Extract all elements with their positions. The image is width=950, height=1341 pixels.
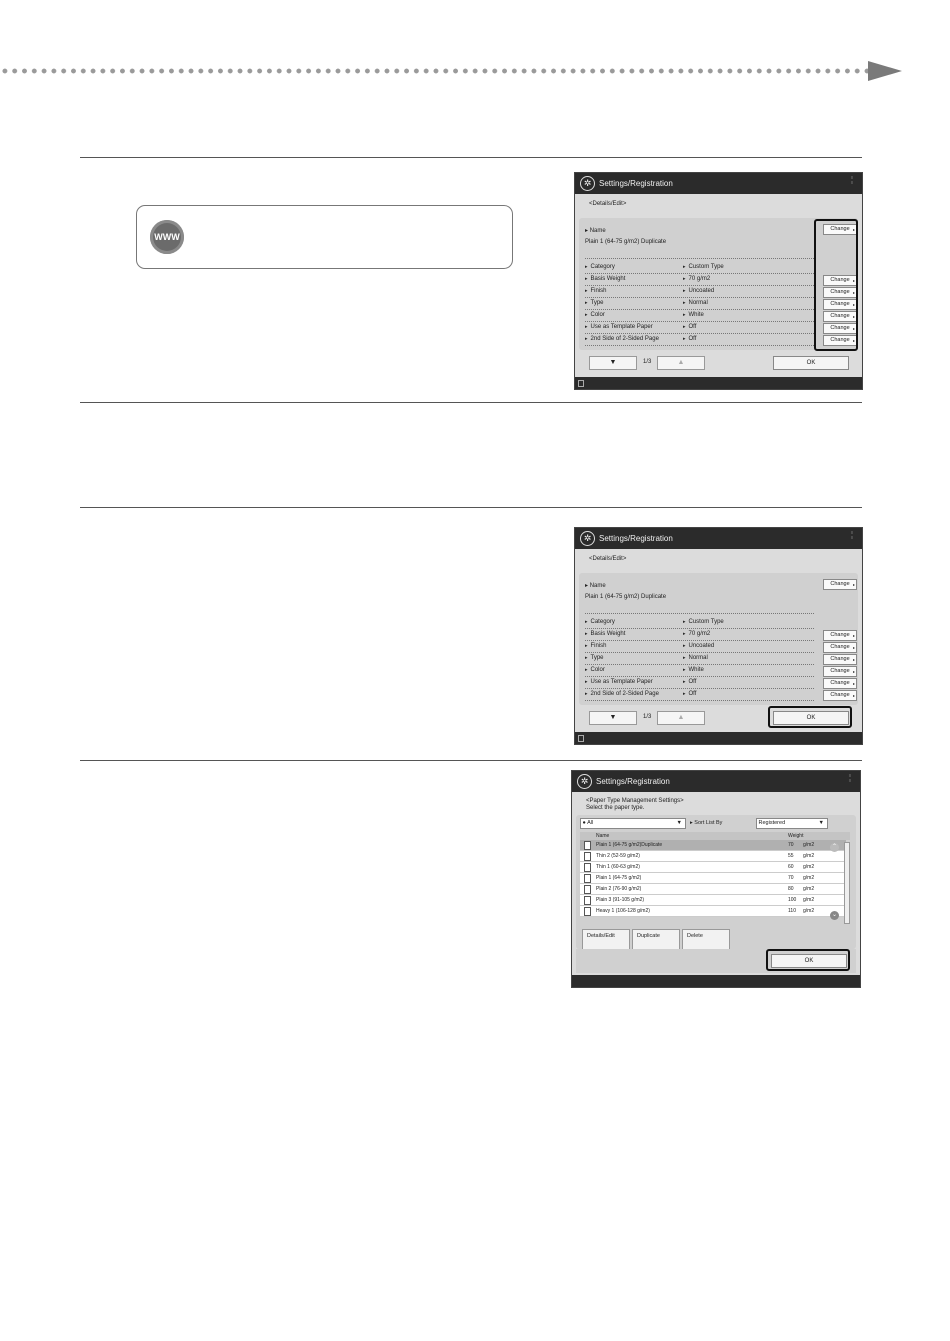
setting-label: ▸ Color bbox=[585, 312, 605, 318]
setting-row bbox=[585, 653, 814, 665]
status-bar bbox=[572, 975, 860, 987]
setting-row bbox=[585, 641, 814, 653]
paper-icon bbox=[584, 907, 591, 916]
paper-icon bbox=[584, 874, 591, 883]
section-divider bbox=[80, 157, 862, 158]
setting-value: ▸ Custom Type bbox=[683, 264, 724, 270]
settings-screen-change-highlight bbox=[574, 172, 863, 390]
change-button[interactable]: Change ▸ bbox=[823, 311, 857, 322]
scroll-down-icon[interactable]: ⌄ bbox=[831, 912, 838, 918]
setting-value: ▸ 70 g/m2 bbox=[683, 276, 710, 282]
setting-row bbox=[585, 322, 814, 334]
settings-logo-icon: ✲ bbox=[580, 531, 595, 546]
name-value: Plain 1 (64-75 g/m2) Duplicate bbox=[585, 239, 667, 245]
list-item[interactable] bbox=[580, 840, 846, 851]
setting-row bbox=[585, 286, 814, 298]
page-indicator: 1/3 bbox=[643, 714, 652, 720]
settings-logo-icon: ✲ bbox=[577, 774, 592, 789]
paper-weight: 55 bbox=[788, 853, 794, 859]
list-header bbox=[580, 832, 850, 840]
scrollbar[interactable] bbox=[844, 842, 850, 924]
paper-weight: 70 bbox=[788, 842, 794, 848]
change-button[interactable]: Change ▸ bbox=[823, 287, 857, 298]
setting-value: ▸ Off bbox=[683, 691, 696, 697]
delete-button[interactable]: Delete bbox=[682, 929, 730, 950]
screen-title: Settings/Registration bbox=[599, 534, 673, 543]
setting-value: ▸ Uncoated bbox=[683, 643, 714, 649]
setting-value: ▸ Normal bbox=[683, 655, 708, 661]
title-bar bbox=[575, 528, 862, 549]
paper-weight: 100 bbox=[788, 897, 797, 903]
paper-icon bbox=[584, 885, 591, 894]
setting-row bbox=[585, 298, 814, 310]
paper-icon bbox=[584, 896, 591, 905]
setting-row bbox=[585, 665, 814, 677]
page-down-button[interactable]: ▼ bbox=[589, 711, 637, 725]
setting-label: ▸ 2nd Side of 2-Sided Page bbox=[585, 691, 659, 697]
paper-name: Plain 1 (64-75 g/m2)Duplicate bbox=[596, 842, 663, 848]
setting-value: ▸ White bbox=[683, 667, 704, 673]
duplicate-button[interactable]: Duplicate bbox=[632, 929, 680, 950]
setting-label: ▸ Type bbox=[585, 300, 604, 306]
change-button[interactable]: Change ▸ bbox=[823, 323, 857, 334]
paper-type-management-screen bbox=[571, 770, 861, 988]
setting-label: ▸ Finish bbox=[585, 288, 607, 294]
menu-icon[interactable]: ≡ ≡ bbox=[848, 773, 852, 783]
scroll-up-icon[interactable]: ⌃ bbox=[831, 844, 838, 850]
paper-weight-unit: g/m2 bbox=[803, 897, 815, 903]
setting-value: ▸ Off bbox=[683, 324, 696, 330]
sort-dropdown[interactable]: Registered ▼ bbox=[756, 818, 828, 829]
instruction-text: Select the paper type. bbox=[586, 805, 645, 811]
setting-value: ▸ 70 g/m2 bbox=[683, 631, 710, 637]
lock-icon bbox=[578, 735, 584, 742]
screen-title: Settings/Registration bbox=[596, 777, 670, 786]
paper-name: Thin 2 (52-59 g/m2) bbox=[596, 853, 640, 859]
paper-weight: 80 bbox=[788, 886, 794, 892]
status-bar bbox=[575, 732, 862, 744]
paper-weight-unit: g/m2 bbox=[803, 875, 815, 881]
change-button[interactable]: Change ▸ bbox=[823, 678, 857, 689]
paper-type-header: <Paper Type Management Settings> bbox=[586, 798, 684, 804]
change-button[interactable]: Change ▸ bbox=[823, 299, 857, 310]
paper-name: Plain 1 (64-75 g/m2) bbox=[596, 875, 642, 881]
setting-label: ▸ Color bbox=[585, 667, 605, 673]
title-bar bbox=[572, 771, 860, 792]
name-label: ▸ Name bbox=[585, 228, 606, 234]
paper-name: Thin 1 (60-63 g/m2) bbox=[596, 864, 640, 870]
setting-row bbox=[585, 629, 814, 641]
change-button[interactable]: Change ▸ bbox=[823, 275, 857, 286]
page-indicator: 1/3 bbox=[643, 359, 652, 365]
paper-name: Plain 2 (76-90 g/m2) bbox=[596, 886, 642, 892]
paper-weight-unit: g/m2 bbox=[803, 853, 815, 859]
settings-screen-ok-highlight bbox=[574, 527, 863, 745]
setting-label: ▸ 2nd Side of 2-Sided Page bbox=[585, 336, 659, 342]
ok-button-highlight bbox=[768, 706, 852, 728]
ok-button-highlight bbox=[766, 949, 850, 971]
paper-weight-unit: g/m2 bbox=[803, 908, 815, 914]
paper-weight-unit: g/m2 bbox=[803, 886, 815, 892]
list-item[interactable] bbox=[580, 873, 846, 884]
paper-weight: 70 bbox=[788, 875, 794, 881]
change-button[interactable]: Change ▸ bbox=[823, 224, 857, 235]
setting-value: ▸ White bbox=[683, 312, 704, 318]
ok-button[interactable]: OK bbox=[771, 954, 847, 968]
setting-value: ▸ Uncoated bbox=[683, 288, 714, 294]
change-button[interactable]: Change ▸ bbox=[823, 654, 857, 665]
setting-label: ▸ Use as Template Paper bbox=[585, 679, 653, 685]
setting-row bbox=[585, 310, 814, 322]
list-item[interactable] bbox=[580, 884, 846, 895]
paper-icon bbox=[584, 863, 591, 872]
paper-name: Plain 3 (91-105 g/m2) bbox=[596, 897, 645, 903]
setting-value: ▸ Off bbox=[683, 336, 696, 342]
setting-row bbox=[585, 677, 814, 689]
ok-button[interactable]: OK bbox=[773, 356, 849, 370]
paper-icon bbox=[584, 852, 591, 861]
setting-row bbox=[585, 689, 814, 701]
change-button[interactable]: Change ▸ bbox=[823, 335, 857, 346]
dotted-progress-line bbox=[0, 68, 870, 74]
list-item[interactable] bbox=[580, 862, 846, 873]
setting-label: ▸ Category bbox=[585, 619, 615, 625]
setting-value: ▸ Custom Type bbox=[683, 619, 724, 625]
change-button[interactable]: Change ▸ bbox=[823, 630, 857, 641]
setting-label: ▸ Type bbox=[585, 655, 604, 661]
filter-dropdown[interactable]: ● All ▼ bbox=[580, 818, 686, 829]
setting-value: ▸ Off bbox=[683, 679, 696, 685]
name-value: Plain 1 (64-75 g/m2) Duplicate bbox=[585, 594, 667, 600]
list-item[interactable] bbox=[580, 906, 846, 917]
title-bar bbox=[575, 173, 862, 194]
change-buttons-highlight bbox=[814, 219, 858, 351]
settings-logo-icon: ✲ bbox=[580, 176, 595, 191]
setting-label: ▸ Basis Weight bbox=[585, 276, 625, 282]
settings-panel bbox=[579, 573, 858, 705]
details-edit-header: <Details/Edit> bbox=[589, 556, 627, 562]
paper-weight: 110 bbox=[788, 908, 796, 914]
paper-weight-unit: g/m2 bbox=[803, 864, 815, 870]
setting-label: ▸ Finish bbox=[585, 643, 607, 649]
setting-label: ▸ Category bbox=[585, 264, 615, 270]
page-down-button[interactable]: ▼ bbox=[589, 356, 637, 370]
paper-list-panel bbox=[576, 815, 856, 949]
page-up-button[interactable]: ▲ bbox=[657, 356, 705, 370]
page-up-button[interactable]: ▲ bbox=[657, 711, 705, 725]
list-item[interactable] bbox=[580, 895, 846, 906]
change-button[interactable]: Change ▸ bbox=[823, 690, 857, 701]
sort-label: ▸ Sort List By bbox=[690, 820, 723, 826]
list-item[interactable] bbox=[580, 851, 846, 862]
section-divider bbox=[80, 402, 862, 403]
setting-value: ▸ Normal bbox=[683, 300, 708, 306]
ok-button[interactable]: OK bbox=[773, 711, 849, 725]
setting-label: ▸ Use as Template Paper bbox=[585, 324, 653, 330]
menu-icon[interactable]: ≡ ≡ bbox=[850, 175, 854, 185]
status-bar bbox=[575, 377, 862, 389]
name-label: ▸ Name bbox=[585, 583, 606, 589]
lock-icon bbox=[578, 380, 584, 387]
setting-row bbox=[585, 262, 814, 274]
paper-icon bbox=[584, 841, 591, 850]
setting-row bbox=[585, 617, 814, 629]
section-divider bbox=[80, 760, 862, 761]
column-weight: Weight bbox=[788, 833, 804, 839]
setting-label: ▸ Basis Weight bbox=[585, 631, 625, 637]
column-name: Name bbox=[596, 833, 610, 839]
change-button[interactable]: Change ▸ bbox=[823, 666, 857, 677]
change-button[interactable]: Change ▸ bbox=[823, 642, 857, 653]
paper-name: Heavy 1 (106-128 g/m2) bbox=[596, 908, 650, 914]
next-page-arrow-icon bbox=[868, 61, 902, 81]
details-edit-button[interactable]: Details/Edit bbox=[582, 929, 630, 950]
section-divider bbox=[80, 507, 862, 508]
details-edit-header: <Details/Edit> bbox=[589, 201, 627, 207]
setting-row bbox=[585, 274, 814, 286]
change-button[interactable]: Change ▸ bbox=[823, 579, 857, 590]
menu-icon[interactable]: ≡ ≡ bbox=[850, 530, 854, 540]
setting-row bbox=[585, 334, 814, 346]
www-globe-icon: WWW bbox=[150, 220, 184, 254]
screen-title: Settings/Registration bbox=[599, 179, 673, 188]
paper-weight-unit: g/m2 bbox=[803, 842, 815, 848]
paper-weight: 60 bbox=[788, 864, 794, 870]
web-reference-box bbox=[136, 205, 513, 269]
